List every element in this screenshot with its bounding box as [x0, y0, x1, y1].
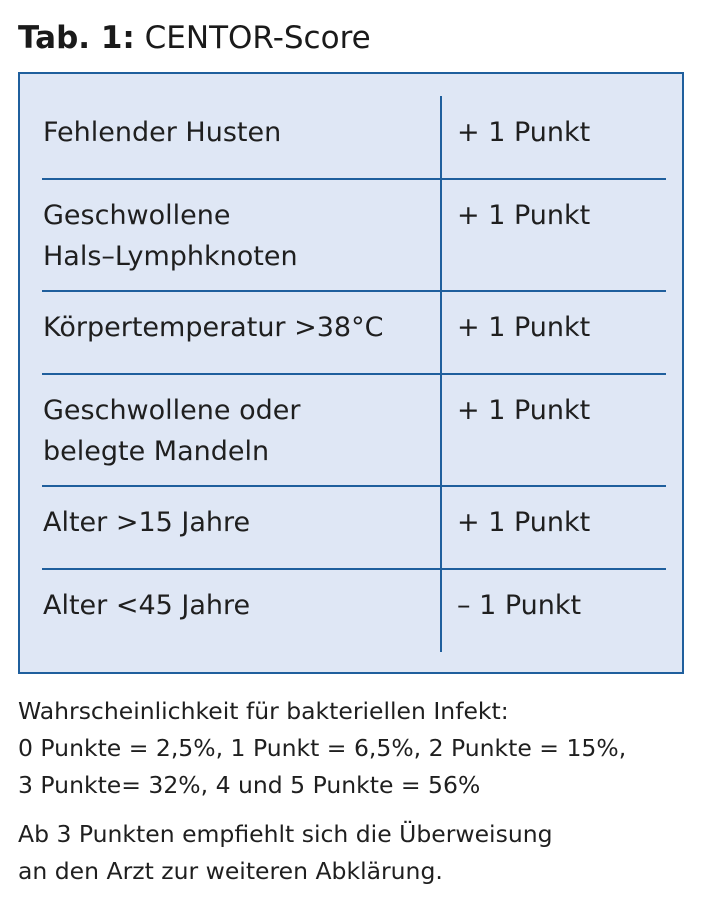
probability-values: 0 Punkte = 2,5%, 1 Punkt = 6,5%, 2 Punkte = 15%,: [18, 734, 627, 762]
points-cell: + 1 Punkt: [457, 507, 591, 538]
table-title-text: CENTOR-Score: [144, 20, 371, 56]
table-number-label: Tab. 1:: [18, 20, 135, 56]
row-divider: [42, 290, 666, 292]
row-divider: [42, 485, 666, 487]
points-cell: + 1 Punkt: [457, 395, 591, 426]
points-cell: + 1 Punkt: [457, 117, 591, 148]
criterion-cell: Alter <45 Jahre: [43, 590, 251, 621]
probability-heading: Wahrscheinlichkeit für bakteriellen Infekt:: [18, 697, 509, 725]
points-cell: – 1 Punkt: [457, 590, 582, 621]
recommendation-text: an den Arzt zur weiteren Abklärung.: [18, 857, 443, 885]
row-divider: [42, 178, 666, 180]
criterion-cell: Körpertemperatur >38°C: [43, 312, 384, 343]
row-divider: [42, 568, 666, 570]
probability-values: 3 Punkte= 32%, 4 und 5 Punkte = 56%: [18, 771, 481, 799]
points-cell: + 1 Punkt: [457, 200, 591, 231]
criterion-cell: Alter >15 Jahre: [43, 507, 251, 538]
criterion-cell: Geschwollene Hals–Lymphknoten: [43, 200, 298, 272]
points-cell: + 1 Punkt: [457, 312, 591, 343]
recommendation-text: Ab 3 Punkten empfiehlt sich die Überweisung: [18, 820, 553, 848]
table-title: [18, 18, 371, 58]
criterion-cell: Fehlender Husten: [43, 117, 282, 148]
criterion-cell: Geschwollene oder belegte Mandeln: [43, 395, 301, 467]
centor-score-table: [18, 72, 684, 674]
row-divider: [42, 373, 666, 375]
